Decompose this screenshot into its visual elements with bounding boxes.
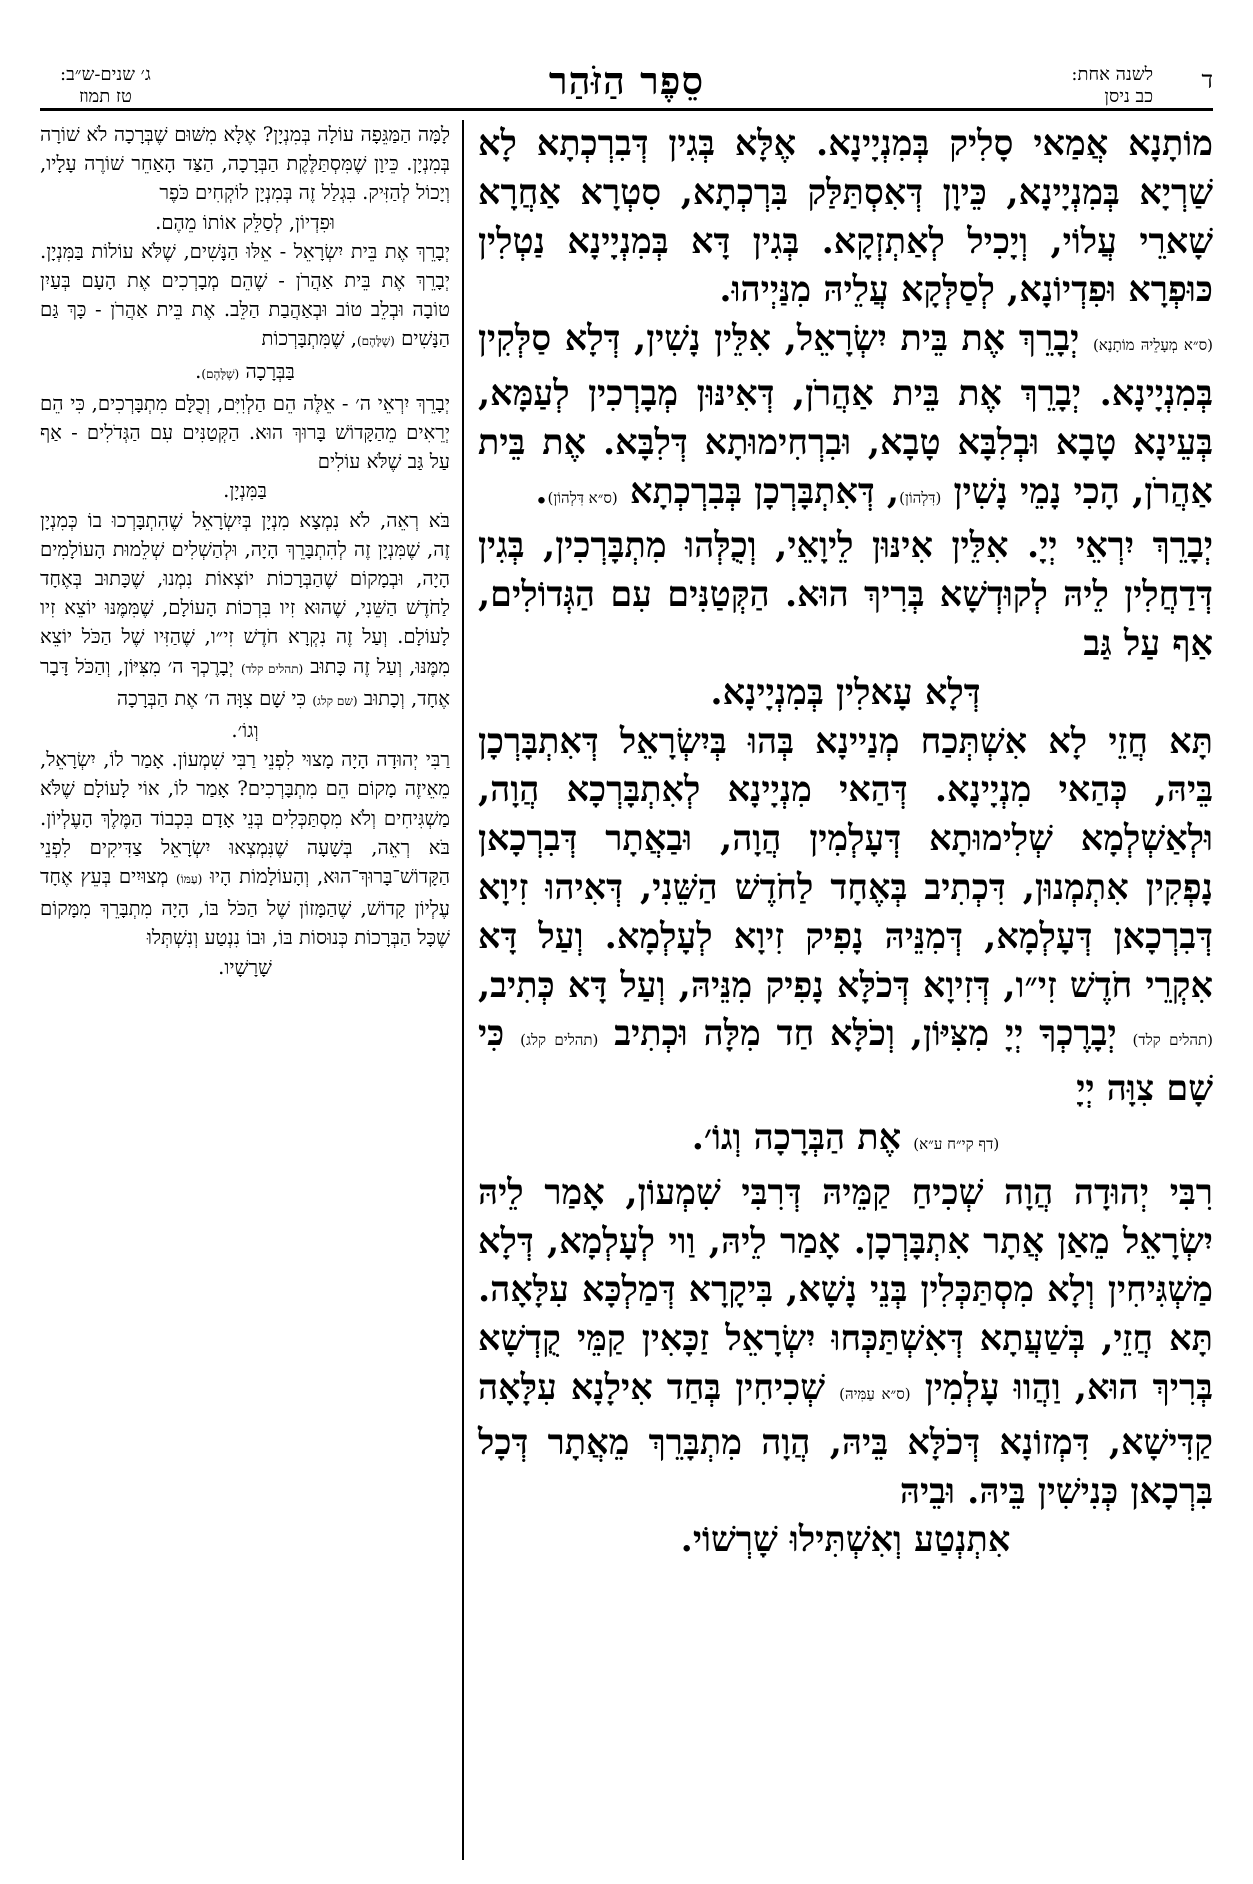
main-paragraph-2 [478,315,1213,522]
side-paragraph-5 [40,745,450,982]
date-one-year-value: כב ניסן [1104,86,1153,107]
side-s4-note2: (שם קלג) [312,693,358,708]
page-number: ד [1201,66,1213,94]
translation-column [40,120,450,982]
column-divider [462,120,464,1860]
side-s5-last: שָׁרָשָׁיו. [218,955,272,979]
main-p4-text-b: יְבָרֶכְךָ יְיָ מִצִּיּוֹן, וְכֹלָּא חַד מִלָּה וּכְתִיב [614,1013,1117,1055]
main-paragraph-3 [478,522,1213,717]
date-three-years-label: ג׳ שנים-ש״ב: [60,64,151,85]
main-p5-note: (ס״א עַמִּיהּ) [839,1384,911,1403]
main-p2-note3: (ס״א דִּלְהוֹן) [547,488,618,507]
main-p2-note2: (דִּלְהוֹן) [899,488,942,507]
main-paragraph-4 [478,718,1213,1169]
main-p3-text: יְבָרֵךְ יִרְאֵי יְיָ. אִלֵּין אִינּוּן לֵיוָאֵי, וְכֻלְּהוּ מִתְבָּרְכִין, בְּגִין דְּדַחֲלִין לֵיהּ לְקוּדְשָׁא בְּרִיךְ הוּא. הַקְּטַנִּים עִם הַגְּדוֹלִים, אַף עַל גַּב [478,525,1213,664]
main-p4-last-line [478,1114,1213,1169]
side-s4-text-c: כִּי שָׁם צִוָּה ה׳ אֶת הַבְּרָכָה [116,686,307,710]
main-p2-note: (ס״א מְעָלֵיהּ מוֹתָנָא) [1092,336,1214,355]
date-one-year-label: לשנה אחת: [1071,64,1153,85]
main-paragraph-5 [478,1169,1213,1565]
side-s4-last: וְגוֹ׳. [231,719,259,743]
side-s5-text: רַבִּי יְהוּדָה הָיָה מָצוּי לִפְנֵי רַבִּי שִׁמְעוֹן. אָמַר לוֹ, יִשְׂרָאֵל, מֵאֵיזֶה מָקוֹם הֵם מִתְבָּרְכִים? אָמַר לוֹ, אוֹי לָעוֹלָם שֶׁלֹּא מַשְׁגִּיחִים וְלֹא מִסְתַּכְּלִים בְּנֵי אָדָם בִּכְבוֹד הַמֶּלֶךְ הָעֶלְיוֹן. בֹּא רְאֵה, בְּשָׁעָה שֶׁנִּמְצְאוּ יִשְׂרָאֵל צַדִּיקִים לִפְנֵי הַקָּדוֹשׁ־בָּרוּךְ־הוּא, וְהָעוֹלָמוֹת הָיוּ [40,748,450,889]
main-p3-last: דְּלָא עָאלִין בְּמִנְיָינָא. [710,671,981,713]
main-p4-note1: (תהלים קלד) [1132,1031,1214,1050]
side-s2-note2: (שֶׁלָּהֶם) [201,366,240,381]
side-s2-text: יְבָרֵךְ אֶת בֵּית יִשְׂרָאֵל - אֵלּוּ הַנָּשִׁים, שֶׁלֹּא עוֹלוֹת בַּמִּנְיָן. יְבָרֵךְ אֶת בֵּית אַהֲרֹן - שֶׁהֵם מְבָרְכִים אֶת הָעָם בְּעַיִן טוֹבָה וּבְלֵב טוֹב וּבְאַהֲבַת הַלֵּב. אֶת בֵּית אַהֲרֹן - כָּךְ גַּם הַנָּשִׁים [40,239,450,351]
book-title: סֵפֶר הַזֹּהַר [548,58,705,103]
main-p4-note2: (תהלים קלג) [520,1031,599,1050]
side-s1-last: וּפִדְיוֹן, לְסַלֵּק אוֹתוֹ מֵהֶם. [155,210,335,234]
main-p4-text: תָּא חֲזֵי לָא אִשְׁתְּכַח מְנַיינָא בְּהוּ בְּיִשְׂרָאֵל דְּאִתְבָּרְכָן בֵּיהּ, כְּהַאי מִנְיָינָא. דְּהַאי מִנְיָינָא לְאִתְבָּרְכָא הֲוָה, וּלְאַשְׁלְמָא שְׁלִימוּתָא דְּעָלְמִין הֲוָה, וּבַאֲתָר דְּבִרְכָאן נָפְקִין אִתְמְנוּן, דִּכְתִיב בְּאֶחָד לַחֹדֶשׁ הַשֵּׁנִי, דְּאִיהוּ זִיוָא דְּבִרְכָאן דְּעָלְמָא, דְּמִנֵּיהּ נָפִיק זִיוָא לְעָלְמָא. וְעַל דָּא אִקְרֵי חֹדֶשׁ זִי״ו, דְּזִיוָא דְּכֹלָּא נָפִיק מִנֵּיהּ, וְעַל דָּא כְּתִיב, [478,720,1213,1006]
side-s3-last: בַּמִּנְיָן. [223,479,267,503]
side-s3-text: יְבָרֵךְ יִרְאֵי ה׳ - אֵלֶּה הֵם הַלְוִיִּם, וְכֻלָּם מִתְבָּרְכִים, כִּי הֵם יְרֵאִים מֵהַקָּדוֹשׁ בָּרוּךְ הוּא. הַקְּטַנִּים עִם הַגְּדֹלִים - אַף עַל גַּב שֶׁלֹּא עוֹלִים [40,391,450,474]
main-column [478,120,1213,1565]
side-s2-end: . [195,359,202,383]
side-s2-text-c: בַּבְּרָכָה [245,359,295,383]
side-s2-last-line [40,357,450,389]
main-p5-last: אִתְנְטַע וְאִשְׁתִּילוּ שָׁרְשׁוֹי. [680,1519,1011,1561]
main-p4-note3: (דף קי״ח ע״א) [913,1134,1000,1153]
side-paragraph-4 [40,506,450,746]
side-s5-text-b: מְצוּיִים בְּעֵץ אֶחָד עֶלְיוֹן קָדוֹשׁ, שֶׁהַמָּזוֹן שֶׁל הַכֹּל בּוֹ, הָיָה מִתְבָּרֵךְ מִמָּקוֹם שֶׁכָּל הַבְּרָכוֹת כְּנוּסוֹת בּוֹ, וּבוֹ נִנְטַע וְנִשְׁתְּלוּ [40,865,450,950]
main-paragraph-1 [478,120,1213,315]
date-three-years [60,64,151,108]
side-s2-text-b: , שֶׁמִּתְבָּרְכוֹת [261,327,357,351]
main-p2-end: . [535,470,548,512]
main-p5-text-b: שְׁכִיחִין בְּחַד אִילָנָא עִלָּאָה קַדִּישָׁא, דִּמְזוֹנָא דְּכֹלָּא בֵּיהּ, הֲוָה מִתְבָּרֵךְ מֵאֲתָר דְּכָל בִּרְכָאן כְּנִישִׁין בֵּיהּ. וּבֵיהּ [478,1366,1213,1512]
side-paragraph-3 [40,389,450,506]
side-s1-text: לָמָּה הַמַּגֵּפָה עוֹלָה בְּמִנְיָן? אֶלָּא מִשּׁוּם שֶׁבְּרָכָה לֹא שׁוֹרָה בְּמִנְיָן. כֵּיוָן שֶׁמִּסְתַּלֶּקֶת הַבְּרָכָה, הַצַּד הָאַחֵר שׁוֹרֶה עָלָיו, וְיָכוֹל לְהַזִּיק. בִּגְלַל זֶה בְּמִנְיָן לוֹקְחִים כֹּפֶר [40,123,450,205]
main-p5-text: רִבִּי יְהוּדָה הֲוָה שְׁכִיחַ קַמֵּיהּ דְּרִבִּי שִׁמְעוֹן, אָמַר לֵיהּ יִשְׂרָאֵל מֵאַן אֲתָר אִתְבָּרְכָן. אָמַר לֵיהּ, וַוי לְעָלְמָא, דְּלָא מַשְׁגִּיחִין וְלָא מִסְתַּכְּלִין בְּנֵי נָשָׁא, בִּיקָרָא דְּמַלְכָּא עִלָּאָה. תָּא חֲזֵי, בְּשַׁעֲתָא דְּאִשְׁתַּכְּחוּ יִשְׂרָאֵל זַכָּאִין קַמֵּי קֻדְשָׁא בְּרִיךְ הוּא, וַהֲווּ עָלְמִין [478,1171,1214,1408]
header-rule [40,108,1213,111]
main-p2-text-a: יְבָרֵךְ אֶת בֵּית יִשְׂרָאֵל, אִלֵּין נָשִׁין, דְּלָא סַלְּקִין בְּמִנְיָינָא. יְבָרֵךְ אֶת בֵּית אַהֲרֹן, דְּאִינּוּן מְבָרְכִין לְעַמָּא, בְּעֵינָא טָבָא וּבְלִבָּא טָבָא, וּבִרְחִימוּתָא דְּלִבָּא. אֶת בֵּית אַהֲרֹן, הָכִי נָמֵי נָשִׁין [478,318,1213,512]
main-p4-text-c: כִּי שָׁם צִוָּה יְיָ [478,1013,1213,1110]
main-p4-text-d: אֶת הַבְּרָכָה וְגוֹ׳. [691,1116,902,1158]
main-p1-text: מוֹתָנָא אֲמַאי סָלִיק בְּמִנְיָינָא. אֶלָּא בְּגִין דְּבִרְכְתָא לָא שַׁרְיָא בְּמִנְיָינָא, כֵּיוָן דְּאִסְתַּלַּק בִּרְכְתָא, סִטְרָא אַחֲרָא שָׁארֵי עֲלוֹי, וְיָכִיל לְאַתְזְקָא. בְּגִין דָּא בְּמִנְיָינָא נַטְלִין כּוּפְרָא וּפִדְיוֹנָא, לְסַלְּקָא עֲלֵיהּ מִנַּיְיהוּ. [478,123,1213,311]
side-s2-note: (שֶׁלָּהֶם) [357,334,395,349]
page-header [40,58,1213,108]
main-p2-text-b: , דְּאִתְבָּרְכָן בְּבִרְכְתָא [629,470,900,512]
side-s4-text: בֹּא רְאֵה, לֹא נִמְצָא מִנְיָן בְּיִשְׂרָאֵל שֶׁהִתְבָּרְכוּ בוֹ כְּמִנְיָן זֶה, שֶׁמִּנְיָן זֶה לְהִתְבָּרֵךְ הָיָה, וּלְהַשְׁלִים שְׁלֵמוּת הָעוֹלָמִים הָיָה, וּבְמָקוֹם שֶׁהַבְּרָכוֹת יוֹצְאוֹת נִמְנוּ, שֶׁכָּתוּב בְּאֶחָד לַחֹדֶשׁ הַשֵּׁנִי, שֶׁהוּא זִיו בִּרְכוֹת הָעוֹלָם, שֶׁמִּמֶּנּוּ יוֹצֵא זִיו לָעוֹלָם. וְעַל זֶה נִקְרָא חֹדֶשׁ זִי״ו, שֶׁהַזִּיו שֶׁל הַכֹּל יוֹצֵא מִמֶּנּוּ, וְעַל זֶה כָּתוּב [40,508,451,678]
side-paragraph-1 [40,120,450,237]
side-paragraph-2 [40,237,450,389]
side-s4-note1: (תהלים קלד) [240,661,304,676]
side-s4-text-b: יְבָרֶכְךָ ה׳ מִצִּיּוֹן, וְהַכֹּל דָּבָר אֶחָד, וְכָתוּב [40,654,450,710]
date-three-years-value: טז תמוז [78,86,132,107]
side-s5-note: (עַמּוֹ) [175,872,203,887]
